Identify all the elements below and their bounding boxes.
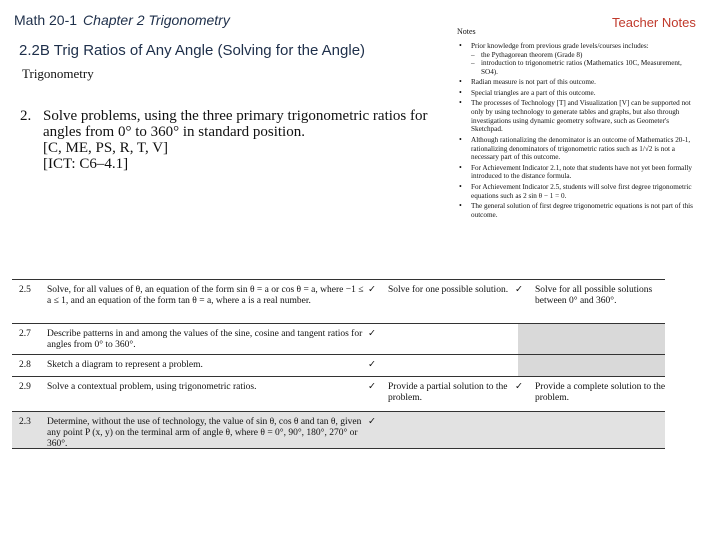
indicator-number: 2.7	[19, 329, 31, 339]
indicator-description: Describe patterns in and among the values of the sine, cosine and tangent ratios for angles from 0° to 360°.	[47, 329, 363, 350]
outcome-processes: [C, ME, PS, R, T, V]	[43, 140, 169, 156]
notes-list	[455, 42, 695, 220]
indicator-description: Solve, for all values of θ, an equation of the form sin θ = a or cos θ = a, where −1 ≤ a ≤ 1, and an equation of the form tan θ = a, where a is a real number.	[47, 285, 364, 306]
table-row	[12, 411, 665, 449]
course-name: Math 20-1	[14, 12, 78, 28]
note-item: • For Achievement Indicator 2.5, students will solve first degree trigonometric equations such as 2 sin θ − 1 = 0.	[471, 183, 695, 201]
strand-subtitle: Trigonometry	[22, 66, 94, 81]
check-icon: ✓	[515, 285, 523, 295]
table-row	[12, 323, 665, 354]
table-row	[12, 376, 665, 411]
acceptable-standard: ✓ Provide a partial solution to the problem.	[368, 382, 508, 403]
specific-outcome	[20, 108, 430, 172]
note-subitem: – the Pythagorean theorem (Grade 8)	[471, 51, 695, 60]
note-item: • Special triangles are a part of this outcome.	[471, 89, 695, 98]
shaded-cell	[518, 355, 665, 376]
teacher-notes-label: Teacher Notes	[612, 15, 696, 30]
check-icon: ✓	[368, 285, 376, 295]
outcome-text: Solve problems, using the three primary trigonometric ratios for angles from 0° to 360° in standard position.	[43, 108, 428, 140]
notes-panel	[455, 28, 695, 221]
indicator-description: Solve a contextual problem, using trigonometric ratios.	[47, 382, 257, 392]
indicator-description: Sketch a diagram to represent a problem.	[47, 360, 203, 370]
chapter-name: Chapter 2 Trigonometry	[83, 12, 230, 28]
notes-heading: Notes	[457, 27, 476, 36]
table-row	[12, 279, 665, 323]
note-item: • The processes of Technology [T] and Visualization [V] can be supported not only by using technology to generate tables and graphs, but also through investigations using dynamic geometry software, such as Geometer's Sketchpad.	[471, 99, 695, 134]
indicator-number: 2.5	[19, 285, 31, 295]
acceptable-standard: ✓ Solve for one possible solution.	[368, 285, 509, 295]
note-item: • Prior knowledge from previous grade levels/courses includes: – the Pythagorean theorem (Grade 8) – introduction to trigonometric ratios (Mathematics 10C, Measurement, SO4).	[471, 42, 695, 77]
section-title: 2.2B Trig Ratios of Any Angle (Solving for the Angle)	[19, 42, 366, 59]
achievement-indicator-table	[12, 279, 665, 449]
shaded-cell	[518, 324, 665, 354]
note-item: • For Achievement Indicator 2.1, note that students have not yet been formally introduced to the distance formula.	[471, 164, 695, 182]
check-icon: ✓	[368, 382, 376, 392]
check-icon: ✓	[368, 329, 376, 339]
note-subitem: – introduction to trigonometric ratios (Mathematics 10C, Measurement, SO4).	[471, 59, 695, 77]
check-icon: ✓	[368, 360, 376, 370]
indicator-number: 2.8	[19, 360, 31, 370]
indicator-number: 2.3	[19, 417, 31, 427]
indicator-description: Determine, without the use of technology, the value of sin θ, cos θ and tan θ, given any point P (x, y) on the terminal arm of angle θ, where θ = 0°, 90°, 180°, 270° or 360°.	[47, 417, 362, 449]
excellence-standard: ✓ Provide a complete solution to the problem.	[515, 382, 666, 403]
check-icon: ✓	[368, 417, 376, 427]
indicator-number: 2.9	[19, 382, 31, 392]
document-header	[14, 12, 230, 28]
outcome-ict: [ICT: C6–4.1]	[43, 156, 129, 172]
outcome-number: 2.	[20, 108, 32, 124]
note-item: • The general solution of first degree trigonometric equations is not part of this outcome.	[471, 202, 695, 220]
note-item: • Although rationalizing the denominator is an outcome of Mathematics 20-1, rationalizing denominators of trigonometric ratios such as 1/√2 is not a necessary part of this outcome.	[471, 136, 695, 162]
check-icon: ✓	[515, 382, 523, 392]
table-row	[12, 354, 665, 376]
excellence-standard: ✓ Solve for all possible solutions between 0° and 360°.	[515, 285, 653, 306]
note-item: • Radian measure is not part of this outcome.	[471, 78, 695, 87]
